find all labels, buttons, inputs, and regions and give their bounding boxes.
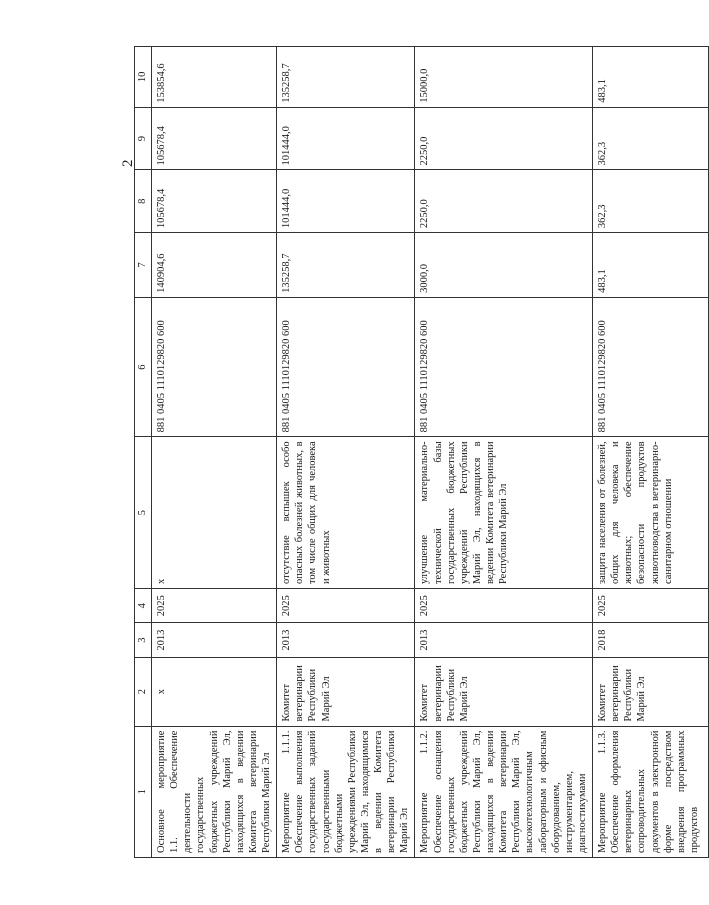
amount-cell: 101444,0	[277, 107, 415, 170]
column-header: 3	[135, 623, 152, 657]
end-year-cell: 2025	[277, 589, 415, 623]
amount-cell: 105678,4	[152, 107, 277, 170]
amount-cell: 362,3	[593, 170, 709, 233]
result-cell: улучшение материально-технической базы государственных бюджетных учреждений Республики Марий Эл, находящихся в ведении Комитета ветеринарии Республики Марий Эл	[415, 437, 593, 589]
amount-cell: 140904,6	[152, 233, 277, 298]
result-cell: защита населения от болезней, общих для человека и животных; обеспечение безопасности продуктов животноводства в ветеринарно-санитарном отношении	[593, 437, 709, 589]
table-row	[152, 47, 277, 858]
header-row	[135, 47, 152, 858]
start-year-cell: 2018	[593, 623, 709, 657]
table-row	[277, 47, 415, 858]
column-header: 10	[135, 47, 152, 108]
start-year-cell: 2013	[415, 623, 593, 657]
result-cell: отсутствие вспышек особо опасных болезней животных, в том числе общих для человека и животных	[277, 437, 415, 589]
page-number: 2	[120, 159, 136, 167]
amount-cell: 135258,7	[277, 233, 415, 298]
column-header: 7	[135, 233, 152, 298]
column-header: 2	[135, 657, 152, 726]
amount-cell: 105678,4	[152, 170, 277, 233]
end-year-cell: 2025	[593, 589, 709, 623]
end-year-cell: 2025	[152, 589, 277, 623]
column-header: 8	[135, 170, 152, 233]
amount-cell: 483,1	[593, 233, 709, 298]
result-cell: x	[152, 437, 277, 589]
amount-cell: 362,3	[593, 107, 709, 170]
table-row	[593, 47, 709, 858]
amount-cell: 101444,0	[277, 170, 415, 233]
measure-name-cell: Мероприятие 1.1.1. Обеспечение выполнения государственных заданий государственными бюджетными учреждениями Республики Марий Эл, находящимися в ведении Комитета ветеринарии Республики Марий Эл	[277, 726, 415, 857]
amount-cell: 2250,0	[415, 170, 593, 233]
measure-name-cell: Мероприятие 1.1.3. Обеспечение оформления ветеринарных сопроводительных документов в электронной форме посредством внедрения программных продуктов	[593, 726, 709, 857]
amount-cell: 3000,0	[415, 233, 593, 298]
amount-cell: 135258,7	[277, 47, 415, 108]
measure-name-cell: Мероприятие 1.1.2. Обеспечение оснащения государственных бюджетных учреждений Республики Марий Эл, находящихся в ведении Комитета ветеринарии Республики Марий Эл, высокотехнологичным лабораторным и офисным оборудованием, инструментарием, диагностикумами	[415, 726, 593, 857]
amount-cell: 2250,0	[415, 107, 593, 170]
executor-cell: Комитет ветеринарии Республики Марий Эл	[415, 657, 593, 726]
budget-code-cell: 881 0405 1110129820 600	[277, 297, 415, 437]
rotated-page	[120, 0, 700, 858]
start-year-cell: 2013	[277, 623, 415, 657]
executor-cell: Комитет ветеринарии Республики Марий Эл	[277, 657, 415, 726]
amount-cell: 15000,0	[415, 47, 593, 108]
budget-code-cell: 881 0405 1110129820 600	[152, 297, 277, 437]
column-header: 5	[135, 437, 152, 589]
amount-cell: 483,1	[593, 47, 709, 108]
budget-code-cell: 881 0405 1110129820 600	[415, 297, 593, 437]
budget-table	[134, 46, 709, 858]
executor-cell: Комитет ветеринарии Республики Марий Эл	[593, 657, 709, 726]
budget-code-cell: 881 0405 1110129820 600	[593, 297, 709, 437]
column-header: 4	[135, 589, 152, 623]
end-year-cell: 2025	[415, 589, 593, 623]
column-header: 6	[135, 297, 152, 437]
executor-cell: x	[152, 657, 277, 726]
amount-cell: 153854,6	[152, 47, 277, 108]
measure-name-cell: Основное мероприятие 1.1. Обеспечение деятельности государственных бюджетных учреждений Республики Марий Эл, находящихся в ведении Комитета ветеринарии Республики Марий Эл	[152, 726, 277, 857]
table-row	[415, 47, 593, 858]
start-year-cell: 2013	[152, 623, 277, 657]
column-header: 9	[135, 107, 152, 170]
column-header: 1	[135, 726, 152, 857]
